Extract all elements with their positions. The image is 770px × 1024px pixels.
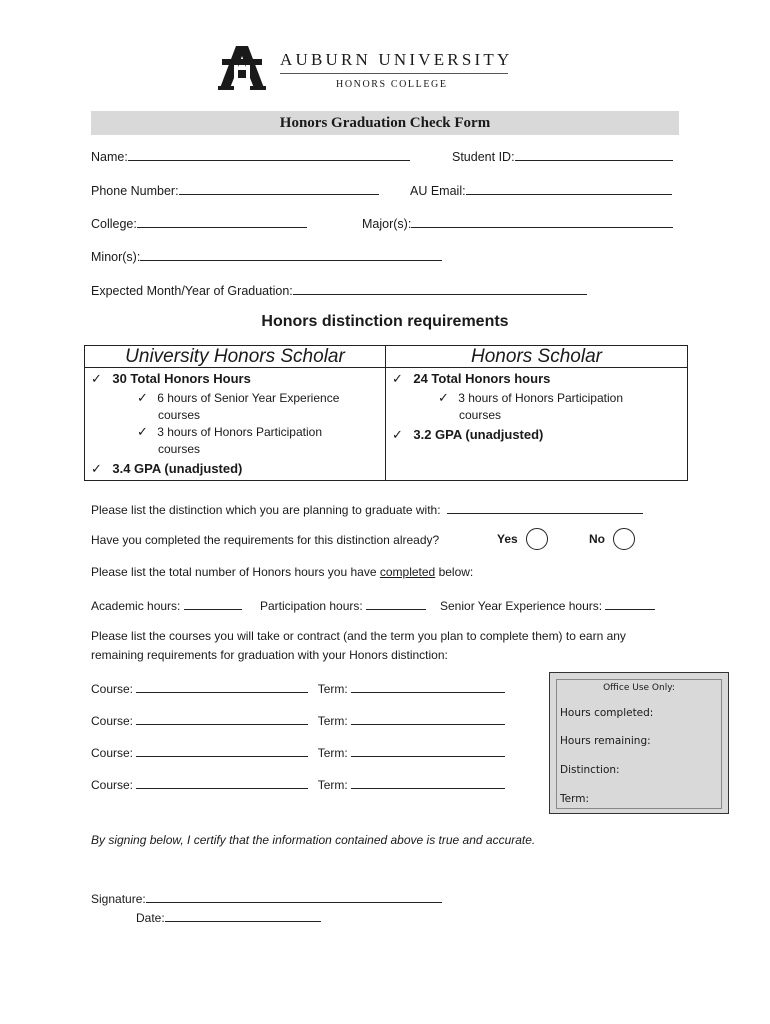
honors-req-gpa [392, 426, 543, 444]
majors-label: Major(s): [362, 217, 412, 231]
plan-field[interactable] [91, 501, 643, 517]
courses-instruction-1: Please list the courses you will take or contract (and the term you plan to complete them) to earn any [91, 629, 626, 643]
yes-label: Yes [497, 532, 518, 546]
courses-instruction-2: remaining requirements for graduation with your Honors distinction: [91, 648, 448, 662]
signature-field[interactable] [91, 890, 442, 906]
signature-line[interactable] [146, 890, 442, 903]
name-label: Name: [91, 150, 128, 164]
no-option[interactable] [589, 528, 635, 550]
header-divider [280, 73, 508, 74]
participation-hours-field[interactable] [260, 597, 426, 613]
signature-label: Signature: [91, 892, 146, 906]
sub-requirement-text: 3 hours of Honors Participation [458, 391, 624, 405]
email-field[interactable] [410, 182, 672, 198]
course-line[interactable] [136, 744, 308, 757]
course-line[interactable] [136, 680, 308, 693]
course-label: Course: [91, 714, 134, 728]
course-row[interactable] [91, 776, 505, 792]
honors-scholar-title: Honors Scholar [471, 346, 602, 367]
senior-label: Senior Year Experience hours: [440, 599, 603, 613]
office-use-title: Office Use Only: [603, 683, 675, 693]
hours-suffix: below: [438, 565, 474, 579]
graduation-line[interactable] [293, 282, 587, 295]
phone-label: Phone Number: [91, 184, 179, 198]
checkmark-icon: ✓ [91, 462, 102, 477]
requirement-text: 3.4 GPA (unadjusted) [112, 461, 243, 476]
college-field[interactable] [91, 215, 307, 231]
phone-line[interactable] [179, 182, 379, 195]
plan-label: Please list the distinction which you are planning to graduate with: [91, 503, 441, 517]
checkmark-icon: ✓ [392, 372, 403, 387]
office-use-box [549, 672, 729, 814]
sub-requirement-text: 3 hours of Honors Participation [157, 425, 323, 439]
minors-field[interactable] [91, 248, 442, 264]
date-label: Date: [136, 911, 165, 925]
university-name: AUBURN UNIVERSITY [280, 50, 513, 69]
distinction-table [84, 345, 688, 481]
majors-field[interactable] [362, 215, 673, 231]
term-line[interactable] [351, 680, 505, 693]
sub-requirement-text: courses [158, 408, 201, 422]
term-label: Term: [317, 682, 348, 696]
office-use-inner [556, 679, 722, 809]
requirement-text: 24 Total Honors hours [413, 371, 551, 386]
date-field[interactable] [136, 909, 321, 925]
name-field[interactable] [91, 148, 410, 164]
distinction-heading: Honors distinction requirements [261, 313, 509, 330]
minors-line[interactable] [140, 248, 442, 261]
office-distinction: Distinction: [560, 764, 620, 776]
checkmark-icon: ✓ [137, 391, 148, 406]
participation-line[interactable] [366, 597, 426, 610]
course-row[interactable] [91, 744, 505, 760]
honors-req-hours [392, 370, 550, 388]
checkmark-icon: ✓ [392, 428, 403, 443]
checkmark-icon: ✓ [438, 391, 449, 406]
student-id-line[interactable] [515, 148, 673, 161]
term-label: Term: [317, 714, 348, 728]
phone-field[interactable] [91, 182, 379, 198]
college-name: HONORS COLLEGE [336, 79, 448, 90]
checkmark-icon: ✓ [91, 372, 102, 387]
term-label: Term: [317, 778, 348, 792]
sub-requirement-text: courses [459, 408, 502, 422]
office-hours-completed: Hours completed: [560, 707, 654, 719]
certification-statement: By signing below, I certify that the information contained above is true and accurate. [91, 833, 536, 847]
checkmark-icon: ✓ [137, 425, 148, 440]
term-line[interactable] [351, 712, 505, 725]
no-label: No [589, 532, 605, 546]
form-title: Honors Graduation Check Form [91, 111, 679, 135]
student-id-field[interactable] [452, 148, 673, 164]
date-line[interactable] [165, 909, 321, 922]
term-line[interactable] [351, 776, 505, 789]
university-scholar-title: University Honors Scholar [125, 346, 345, 367]
completed-question: Have you completed the requirements for this distinction already? [91, 533, 440, 547]
majors-line[interactable] [411, 215, 673, 228]
sub-requirement-text: 6 hours of Senior Year Experience [157, 391, 340, 405]
term-line[interactable] [351, 744, 505, 757]
office-term: Term: [560, 793, 589, 805]
email-line[interactable] [466, 182, 672, 195]
university-req-gpa [91, 460, 242, 478]
yes-radio[interactable] [526, 528, 548, 550]
course-line[interactable] [136, 776, 308, 789]
course-row[interactable] [91, 680, 505, 696]
graduation-label: Expected Month/Year of Graduation: [91, 284, 293, 298]
course-label: Course: [91, 778, 134, 792]
academic-hours-field[interactable] [91, 597, 242, 613]
academic-line[interactable] [184, 597, 242, 610]
senior-hours-field[interactable] [440, 597, 655, 613]
university-sub-participation [137, 424, 322, 457]
course-row[interactable] [91, 712, 505, 728]
hours-instruction [91, 565, 473, 579]
course-label: Course: [91, 746, 134, 760]
au-monogram-icon [216, 42, 268, 92]
hours-underlined: completed [379, 565, 436, 579]
hours-prefix: Please list the total number of Honors hours you have [91, 565, 377, 579]
sub-requirement-text: courses [158, 442, 201, 456]
yes-option[interactable] [497, 528, 548, 550]
plan-line[interactable] [447, 501, 643, 514]
course-line[interactable] [136, 712, 308, 725]
office-hours-remaining: Hours remaining: [560, 735, 651, 747]
requirement-text: 30 Total Honors Hours [112, 371, 251, 386]
participation-label: Participation hours: [260, 599, 363, 613]
term-label: Term: [317, 746, 348, 760]
university-req-hours [91, 370, 251, 388]
honors-sub-participation [438, 390, 623, 423]
university-sub-senior [137, 390, 339, 423]
senior-line[interactable] [605, 597, 655, 610]
name-line[interactable] [128, 148, 410, 161]
course-label: Course: [91, 682, 134, 696]
no-radio[interactable] [613, 528, 635, 550]
email-label: AU Email: [410, 184, 466, 198]
requirement-text: 3.2 GPA (unadjusted) [413, 427, 544, 442]
academic-label: Academic hours: [91, 599, 181, 613]
graduation-field[interactable] [91, 282, 587, 298]
minors-label: Minor(s): [91, 250, 141, 264]
college-label: College: [91, 217, 137, 231]
college-line[interactable] [137, 215, 307, 228]
student-id-label: Student ID: [452, 150, 515, 164]
